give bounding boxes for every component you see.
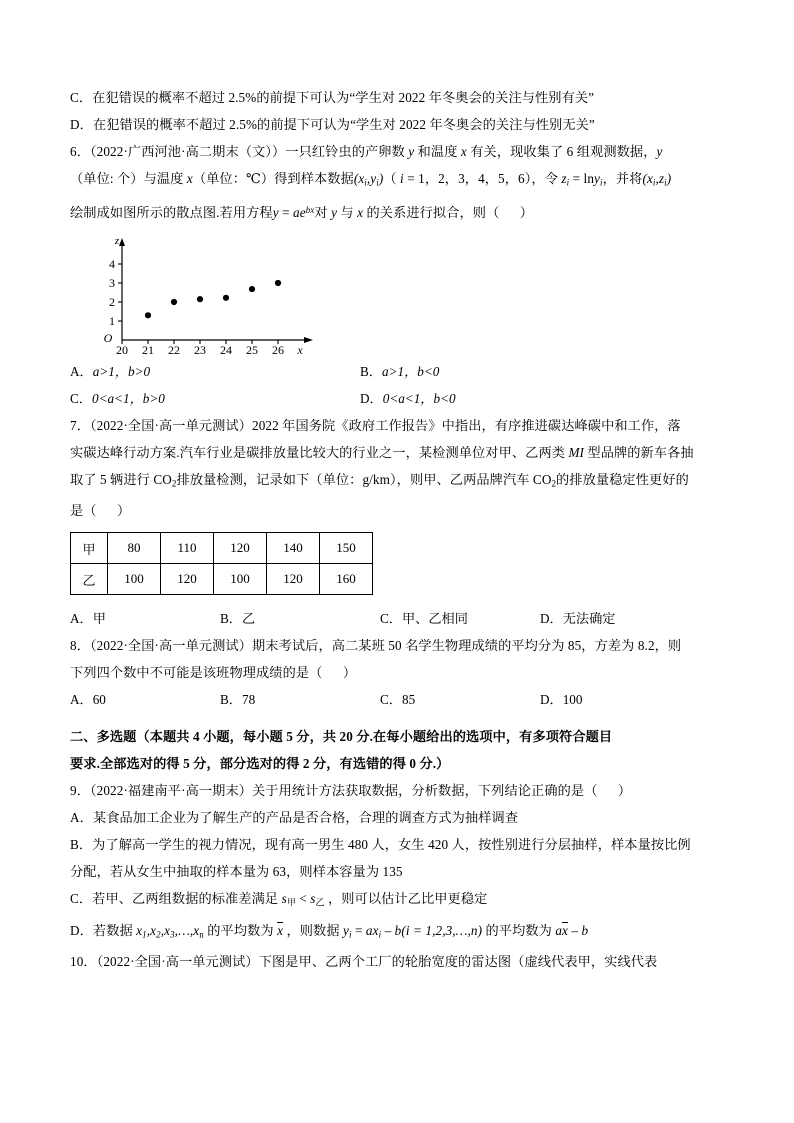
q6-eq-y: y bbox=[272, 204, 279, 220]
x-tick-21: 21 bbox=[142, 342, 154, 354]
q6-options-row2 bbox=[70, 385, 730, 412]
q6-l2-a: （单位: 个）与温度 bbox=[70, 171, 187, 186]
q6-text-a: 6．（2022·广西河池·高二期末（文））一只红铃虫的产卵数 bbox=[70, 144, 409, 159]
q6-ln-y: y bbox=[594, 171, 600, 186]
q6-sub-zi: i bbox=[566, 177, 570, 188]
q9-d-seq: $x_1,x_2,x_3,\dots,x_n$ bbox=[136, 922, 204, 940]
q6-stem-line1 bbox=[70, 138, 730, 165]
x-tick-labels bbox=[116, 343, 284, 354]
x-axis-arrow bbox=[304, 337, 313, 343]
q6-stem-line3 bbox=[70, 197, 730, 226]
q7-l3-c: 的排放量稳定性更好的 bbox=[556, 471, 689, 487]
scatter-point-1 bbox=[145, 312, 151, 318]
y-tick-labels bbox=[109, 257, 115, 328]
y-axis-label: z bbox=[114, 234, 120, 247]
q6-l3-x: x bbox=[357, 204, 364, 220]
q7-co2-sub2: 2 bbox=[551, 478, 557, 489]
q9-d-xn: n bbox=[199, 929, 204, 940]
q9-d-resultb: – b bbox=[568, 922, 589, 938]
q8-stem-line1: 8．（2022·全国·高一单元测试）期末考试后，高二某班 50 名学生物理成绩的平均分为 85，方差为 8.2，则 bbox=[70, 638, 682, 654]
q6-l3-d: 的关系进行拟合，则（ ） bbox=[363, 204, 534, 220]
section2-header-line1: 二、多选题（本题共 4 小题，每小题 5 分，共 20 分.在每小题给出的选项中，有多项符合题目 bbox=[70, 729, 613, 745]
q10-stem-line1: 10．（2022·全国·高一单元测试）下图是甲、乙两个工厂的轮胎宽度的雷达图（虚线代表甲，实线代表 bbox=[70, 954, 658, 970]
table-cell: 100 bbox=[108, 564, 161, 595]
x-tick-20: 20 bbox=[116, 342, 128, 354]
q6-l3-y: y bbox=[331, 204, 338, 220]
scatter-point-2 bbox=[171, 298, 177, 304]
q6-l3-b: 对 bbox=[314, 204, 332, 220]
q7-co2-sub1: 2 bbox=[171, 478, 177, 489]
q9-d-d: 的平均数为 bbox=[482, 922, 556, 938]
q9-c-b: ，则可以估计乙比甲更稳定 bbox=[324, 891, 488, 907]
x-tick-26: 26 bbox=[272, 342, 284, 354]
q6-var-z: z bbox=[561, 171, 567, 186]
y-tick-2: 2 bbox=[109, 294, 115, 309]
section2-header-line2: 要求.全部选对的得 5 分，部分选对的得 2 分，有选错的得 0 分.） bbox=[70, 756, 450, 772]
origin-label: O bbox=[103, 330, 113, 345]
q9-d-minusb: – b bbox=[381, 922, 402, 938]
scatter-point-6 bbox=[275, 279, 281, 285]
q5-option-c: C．在犯错误的概率不超过 2.5%的前提下可认为“学生对 2022 年冬奥会的关注与性别有关” bbox=[70, 90, 595, 105]
table-row bbox=[71, 533, 373, 564]
q7-option-a: A．甲 bbox=[70, 611, 106, 627]
q6-l2-c: （ bbox=[383, 171, 401, 186]
q9-d-xbar: $\overline{x}$ bbox=[277, 922, 284, 938]
q9-d-axsub: i bbox=[378, 929, 382, 940]
q6-pair-open: (x bbox=[353, 171, 365, 186]
q8-option-b: B．78 bbox=[220, 692, 256, 708]
y-tick-1: 1 bbox=[109, 313, 115, 328]
scatter-plot-svg bbox=[84, 232, 334, 354]
q6-pair2-mid: ,z bbox=[655, 171, 665, 186]
table-cell: 80 bbox=[108, 533, 161, 564]
x-tick-25: 25 bbox=[246, 342, 258, 354]
q7-stem-line2 bbox=[70, 439, 730, 466]
table-cell: 120 bbox=[214, 533, 267, 564]
x-axis-label: x bbox=[297, 342, 303, 354]
q8-stem-line2: 下列四个数中不可能是该班物理成绩的是（ ） bbox=[70, 665, 357, 681]
q9-c-lt: < bbox=[295, 891, 311, 907]
q6-eq-equals: = bbox=[278, 204, 294, 220]
table-cell: 120 bbox=[161, 564, 214, 595]
y-tick-3: 3 bbox=[109, 275, 115, 290]
q9-d-c: ，则数据 bbox=[283, 922, 344, 938]
q9-d-a: D．若数据 bbox=[70, 922, 137, 938]
q7-stem-line3 bbox=[70, 466, 730, 498]
q6-opt-d-math: 0<a<1，b<0 bbox=[382, 390, 456, 406]
q6-opt-b-label: B． bbox=[360, 363, 382, 379]
q9-c-a: C．若甲、乙两组数据的标准差满足 bbox=[70, 891, 282, 907]
q6-l3-c: 与 bbox=[337, 204, 358, 220]
q7-option-d: D．无法确定 bbox=[540, 611, 616, 627]
q9-c-s1: s bbox=[281, 891, 287, 907]
q9-c-s2: s bbox=[310, 891, 316, 907]
q7-stem-line1: 7．（2022·全国·高一单元测试）2022 年国务院《政府工作报告》中指出，有序推进碳达峰碳中和工作，落 bbox=[70, 417, 681, 433]
q9-option-b-line2: 分配，若从女生中抽取的样本量为 63，则样本容量为 135 bbox=[70, 864, 403, 880]
q8-option-d: D．100 bbox=[540, 692, 583, 708]
q6-l3-a: 绘制成如图所示的散点图.若用方程 bbox=[70, 204, 273, 220]
emission-data-table bbox=[70, 532, 373, 595]
q9-d-ysub: i bbox=[348, 929, 352, 940]
q6-stem-line2 bbox=[70, 165, 730, 197]
table-cell: 100 bbox=[214, 564, 267, 595]
q6-sub-i3: i bbox=[652, 177, 656, 188]
scatter-plot-figure bbox=[84, 232, 334, 354]
q6-pair2-close: ) bbox=[666, 171, 672, 186]
q9-c-sub-jia: 甲 bbox=[286, 897, 296, 908]
q7-l2-b: 型品牌的新车各抽 bbox=[584, 444, 694, 460]
q9-option-a: A．某食品加工企业为了解生产的产品是否合格，合理的调查方式为抽样调查 bbox=[70, 810, 519, 826]
q6-ln: = ln bbox=[569, 171, 595, 186]
q7-option-b: B．乙 bbox=[220, 611, 256, 627]
q6-opt-a-label: A． bbox=[70, 363, 93, 379]
q6-sub-i1: i bbox=[364, 177, 367, 188]
q9-option-c bbox=[70, 885, 730, 917]
q6-l2-b: （单位：℃）得到样本数据 bbox=[192, 171, 354, 186]
q6-pair-mid: ,y bbox=[366, 171, 377, 186]
scatter-point-3 bbox=[197, 296, 203, 302]
q6-text-c: 有关，现收集了 6 组观测数据， bbox=[466, 144, 657, 159]
q7-option-c: C．甲、乙相同 bbox=[380, 611, 468, 627]
q6-sub-i4: i bbox=[664, 177, 667, 188]
x-tick-22: 22 bbox=[168, 342, 180, 354]
scatter-point-4 bbox=[223, 294, 229, 300]
q9-d-b: 的平均数为 bbox=[203, 922, 278, 938]
q9-stem-line1: 9．（2022·福建南平·高一期末）关于用统计方法获取数据，分析数据，下列结论正确的是（ ） bbox=[70, 783, 632, 799]
y-axis-arrow bbox=[119, 238, 125, 246]
q6-options-row1 bbox=[70, 358, 730, 385]
q9-d-result: $a\overline{x}$ bbox=[555, 922, 568, 938]
table-row bbox=[71, 564, 373, 595]
q9-c-sub-yi: 乙 bbox=[315, 897, 325, 908]
q9-d-ax: ax bbox=[365, 922, 379, 938]
scatter-point-5 bbox=[249, 286, 255, 292]
q6-l2-x: x bbox=[186, 171, 193, 186]
q6-opt-d-label: D． bbox=[360, 390, 383, 406]
y-tick-4: 4 bbox=[109, 256, 115, 271]
q6-pair2-open: (x bbox=[642, 171, 653, 186]
table-cell: 160 bbox=[320, 564, 373, 595]
q6-option-b bbox=[360, 358, 650, 385]
table-cell: 110 bbox=[161, 533, 214, 564]
q7-stem-line4: 是（ ） bbox=[70, 503, 131, 519]
table-cell: 140 bbox=[267, 533, 320, 564]
q6-eq-a: a bbox=[293, 204, 300, 220]
q9-option-b-line1: B．为了解高一学生的视力情况，现有高一男生 480 人，女生 420 人，按性别进行分层抽样，样本量按比例 bbox=[70, 837, 691, 853]
q9-d-eq: = bbox=[351, 922, 366, 938]
x-tick-23: 23 bbox=[194, 342, 206, 354]
q9-d-x2: 2 bbox=[156, 929, 161, 940]
q9-option-d bbox=[70, 917, 730, 949]
q7-l2-a: 实碳达峰行动方案.汽车行业是碳排放量比较大的行业之一，某检测单位对甲、乙两类 bbox=[70, 444, 569, 460]
q7-l3-a: 取了 5 辆进行 CO bbox=[70, 471, 172, 487]
q6-l2-f: ，并将 bbox=[602, 171, 643, 186]
page-content bbox=[70, 84, 730, 975]
x-tick-24: 24 bbox=[220, 342, 232, 354]
q7-l3-b: 排放量检测，记录如下（单位：g/km），则甲、乙两品牌汽车 CO bbox=[176, 471, 552, 487]
q9-d-x1: 1 bbox=[142, 929, 147, 940]
q6-opt-b-math: a>1，b<0 bbox=[381, 363, 440, 379]
q6-l2-d: = 1，2，3，4，5，6），令 bbox=[403, 171, 562, 186]
q6-opt-a-math: a>1，b>0 bbox=[92, 363, 151, 379]
table-row-label: 甲 bbox=[71, 533, 108, 564]
table-cell: 150 bbox=[320, 533, 373, 564]
q6-var-y: y bbox=[408, 144, 415, 159]
q9-d-x: x bbox=[136, 922, 143, 938]
q6-opt-c-math: 0<a<1，b>0 bbox=[91, 390, 165, 406]
q6-eq-e: e bbox=[299, 204, 306, 220]
q6-pair-close: ) bbox=[378, 171, 384, 186]
q6-var-x: x bbox=[460, 144, 467, 159]
q6-option-a bbox=[70, 358, 360, 385]
q9-d-x3: 3 bbox=[170, 929, 175, 940]
q6-text-b: 和温度 bbox=[414, 144, 461, 159]
q6-opt-c-label: C． bbox=[70, 390, 92, 406]
q6-eq-bx: bx bbox=[305, 204, 315, 215]
scatter-data-points bbox=[145, 279, 281, 318]
q6-sub-i2: i bbox=[376, 177, 379, 188]
q6-sub-yi: i bbox=[599, 177, 603, 188]
q6-option-d bbox=[360, 385, 650, 412]
q6-i-eq: i bbox=[400, 171, 404, 186]
q9-d-y: y bbox=[343, 922, 349, 938]
q8-options-row bbox=[70, 686, 730, 713]
table-cell: 120 bbox=[267, 564, 320, 595]
q5-option-d: D．在犯错误的概率不超过 2.5%的前提下可认为“学生对 2022 年冬奥会的关注与性别无关” bbox=[70, 117, 595, 132]
q8-option-c: C．85 bbox=[380, 692, 416, 708]
q6-option-c bbox=[70, 385, 360, 412]
q6-var-y2: y bbox=[656, 144, 663, 159]
q9-d-paren: (i = 1,2,3,…,n) bbox=[401, 922, 483, 938]
q7-brand-mi: MI bbox=[568, 444, 585, 460]
q7-options-row bbox=[70, 605, 730, 632]
q8-option-a: A．60 bbox=[70, 692, 106, 708]
table-row-label: 乙 bbox=[71, 564, 108, 595]
